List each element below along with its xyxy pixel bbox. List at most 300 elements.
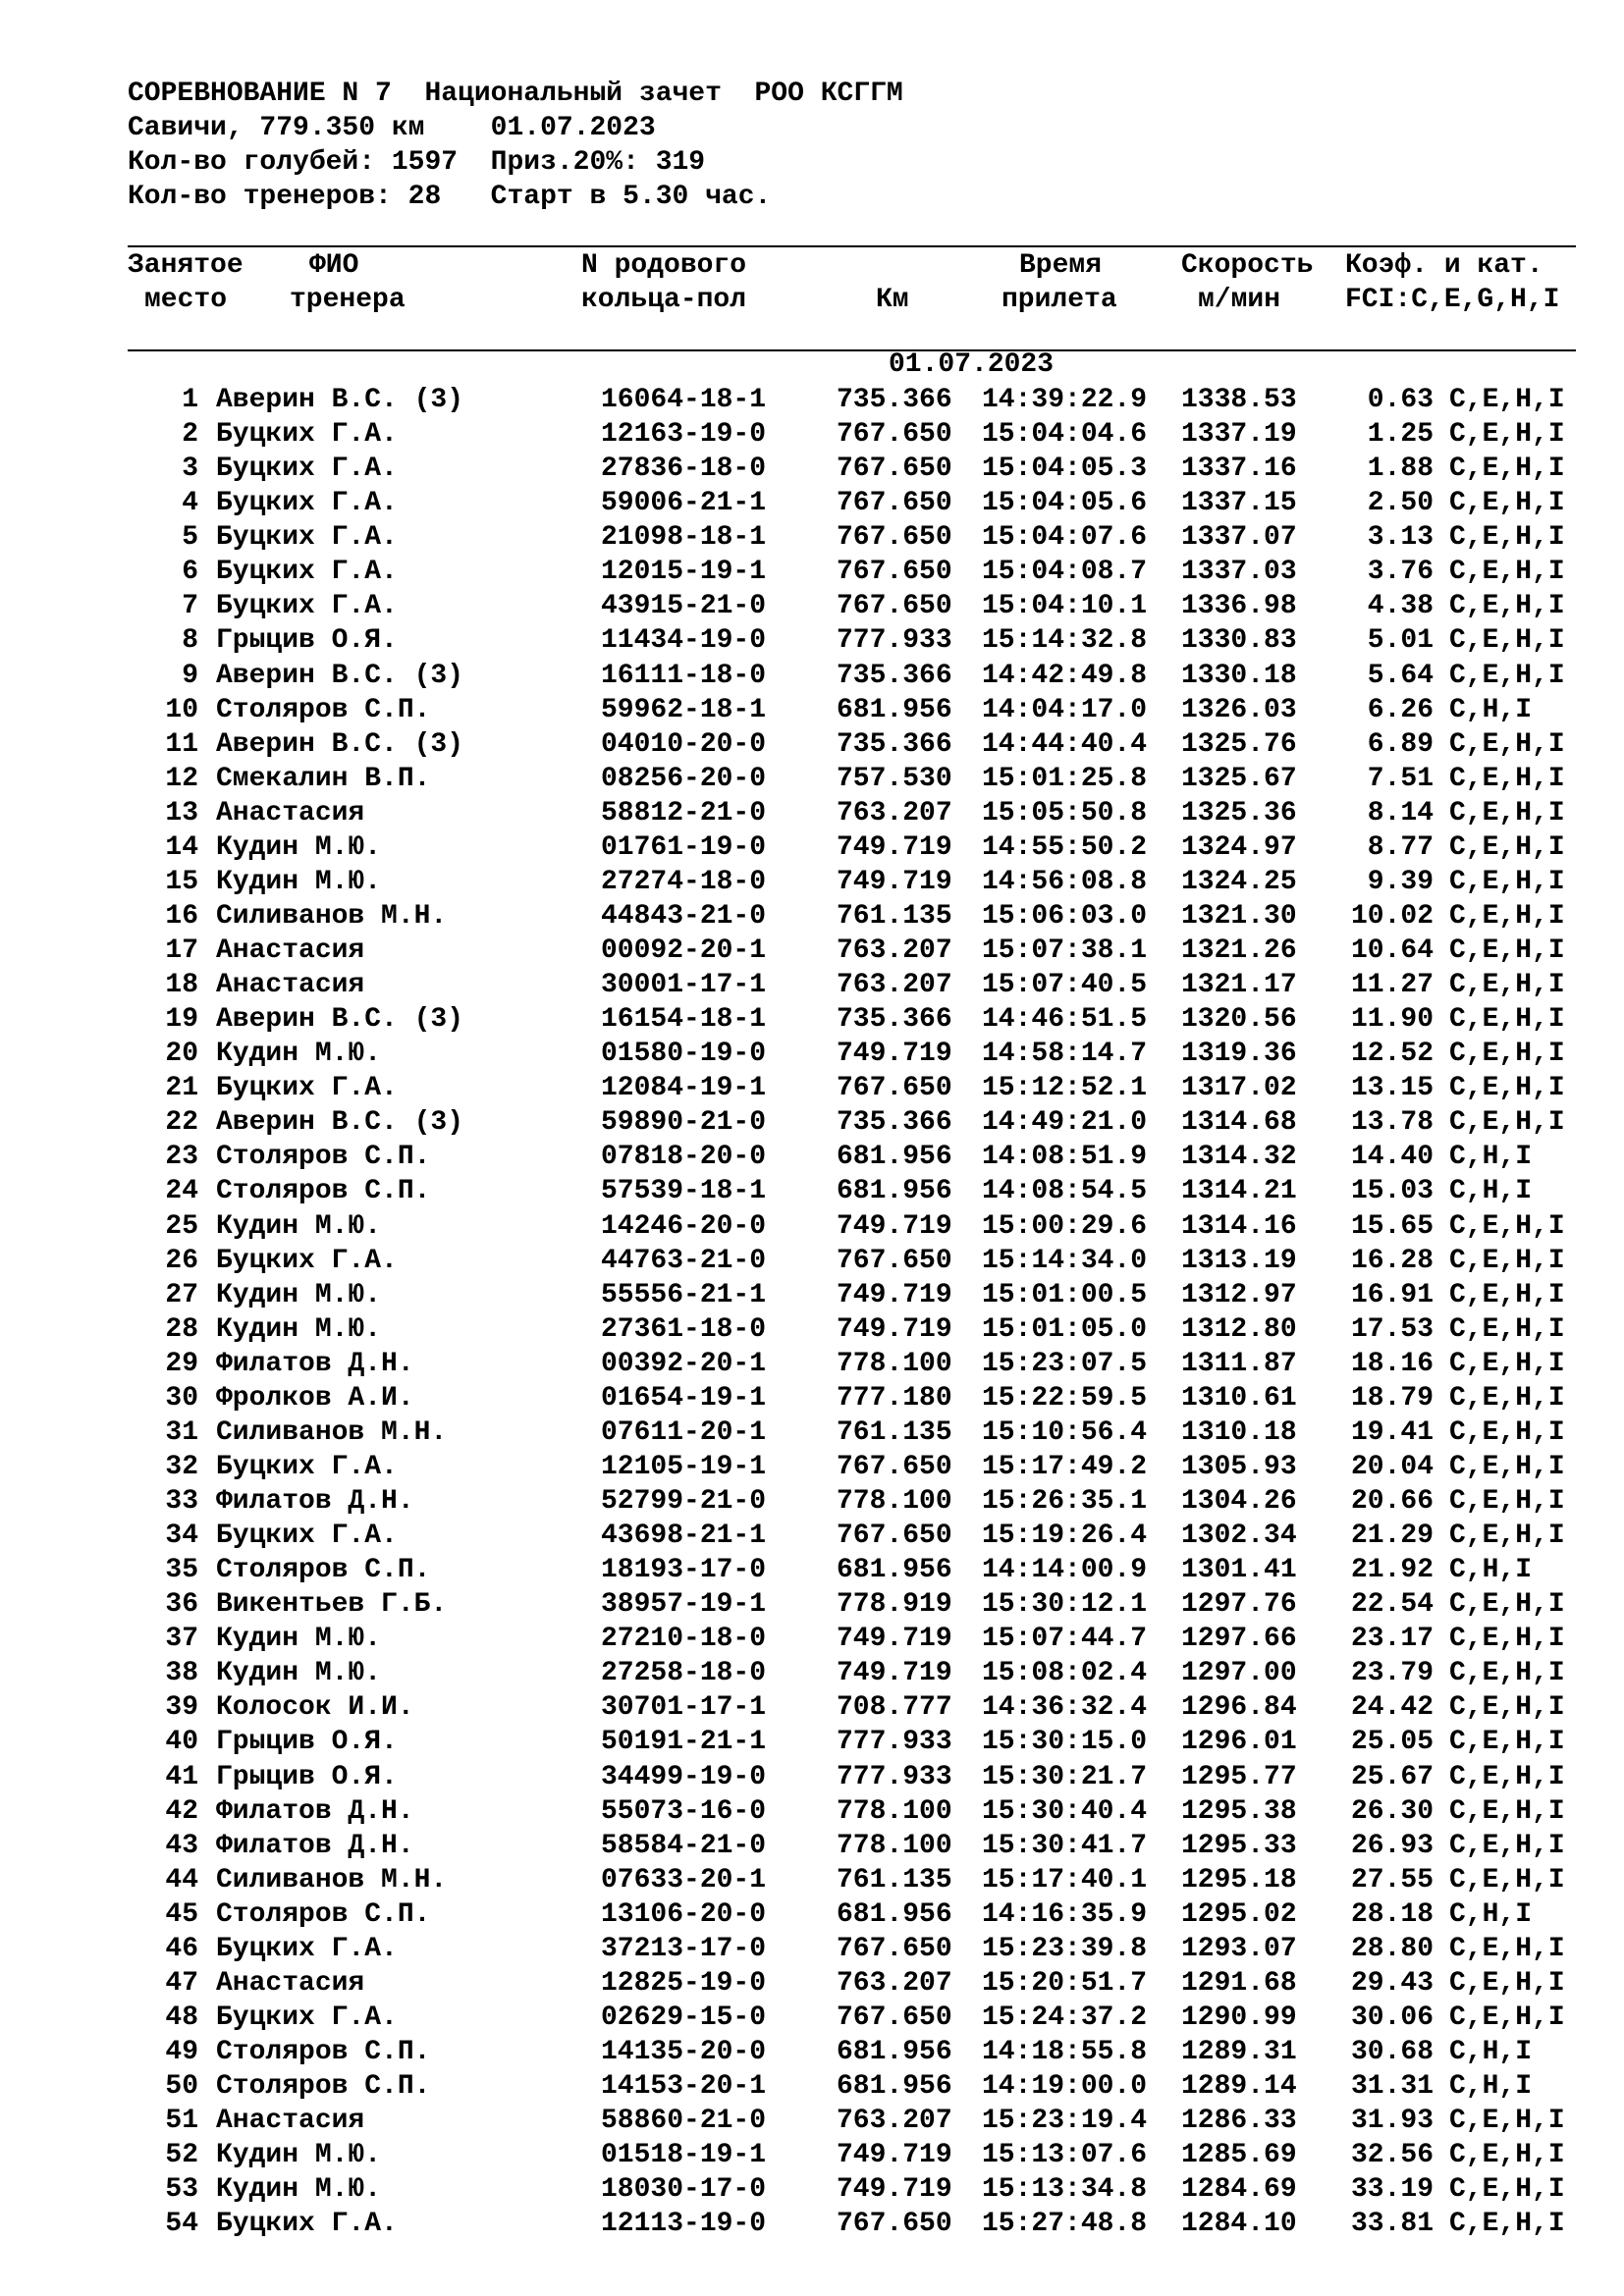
- cell-speed: 1314.68: [1181, 1107, 1297, 1139]
- cell-coef: 7.51: [1367, 763, 1434, 794]
- table-row: [0, 1656, 1624, 1690]
- cell-time: 15:26:35.1: [982, 1486, 1148, 1517]
- cell-km: 777.933: [837, 1727, 952, 1758]
- cell-ring: 44763-21-0: [601, 1245, 767, 1276]
- cell-name: Кудин М.Ю.: [216, 1624, 382, 1655]
- cell-place: 16: [165, 900, 198, 932]
- cell-km: 735.366: [837, 1107, 952, 1139]
- cell-cat: C,E,H,I: [1449, 2002, 1565, 2033]
- cell-ring: 59962-18-1: [601, 694, 767, 725]
- cell-cat: C,H,I: [1449, 1898, 1533, 1930]
- cell-coef: 32.56: [1350, 2140, 1434, 2171]
- cell-time: 15:04:04.6: [982, 419, 1148, 451]
- cell-km: 763.207: [837, 935, 952, 966]
- cell-km: 778.100: [837, 1830, 952, 1861]
- cell-km: 778.100: [837, 1486, 952, 1517]
- cell-coef: 16.28: [1350, 1245, 1434, 1276]
- cell-cat: C,E,H,I: [1449, 1073, 1565, 1104]
- cell-time: 15:22:59.5: [982, 1382, 1148, 1414]
- cell-cat: C,H,I: [1449, 1142, 1533, 1173]
- cell-name: Смекалин В.П.: [216, 763, 431, 794]
- cell-place: 30: [165, 1382, 198, 1414]
- cell-coef: 6.89: [1367, 728, 1434, 760]
- cell-time: 15:14:34.0: [982, 1245, 1148, 1276]
- table-row: [0, 1829, 1624, 1863]
- cell-place: 21: [165, 1073, 198, 1104]
- table-row: [0, 1037, 1624, 1071]
- cell-cat: C,E,H,I: [1449, 1967, 1565, 1999]
- cell-cat: C,E,H,I: [1449, 1279, 1565, 1310]
- table-row: [0, 899, 1624, 934]
- table-row: [0, 1932, 1624, 1966]
- cell-time: 15:23:07.5: [982, 1348, 1148, 1379]
- cell-speed: 1285.69: [1181, 2140, 1297, 2171]
- cell-coef: 25.05: [1350, 1727, 1434, 1758]
- cell-coef: 22.54: [1350, 1589, 1434, 1621]
- competition-title: СОРЕВНОВАНИЕ N 7 Национальный зачет РОО КСГГМ: [128, 79, 903, 109]
- cell-cat: C,E,H,I: [1449, 2140, 1565, 2171]
- cell-speed: 1317.02: [1181, 1073, 1297, 1104]
- table-row: [0, 1484, 1624, 1519]
- cell-ring: 12113-19-0: [601, 2209, 767, 2240]
- cell-km: 767.650: [837, 1933, 952, 1964]
- cell-speed: 1321.30: [1181, 900, 1297, 932]
- cell-cat: C,E,H,I: [1449, 522, 1565, 554]
- cell-ring: 55556-21-1: [601, 1279, 767, 1310]
- cell-place: 33: [165, 1486, 198, 1517]
- cell-km: 749.719: [837, 1039, 952, 1070]
- cell-coef: 31.31: [1350, 2071, 1434, 2103]
- cell-name: Кудин М.Ю.: [216, 2174, 382, 2206]
- table-row: [0, 1381, 1624, 1415]
- cell-cat: C,E,H,I: [1449, 591, 1565, 622]
- cell-name: Кудин М.Ю.: [216, 866, 382, 897]
- table-row: [0, 1415, 1624, 1450]
- cell-speed: 1311.87: [1181, 1348, 1297, 1379]
- cell-time: 15:07:38.1: [982, 935, 1148, 966]
- cell-ring: 00392-20-1: [601, 1348, 767, 1379]
- cell-name: Буцких Г.А.: [216, 1245, 398, 1276]
- cell-name: Филатов Д.Н.: [216, 1486, 414, 1517]
- cell-km: 767.650: [837, 454, 952, 485]
- cell-km: 681.956: [837, 1176, 952, 1207]
- cell-place: 20: [165, 1039, 198, 1070]
- cell-name: Филатов Д.Н.: [216, 1348, 414, 1379]
- cell-ring: 01761-19-0: [601, 831, 767, 863]
- cell-name: Буцких Г.А.: [216, 557, 398, 588]
- cell-ring: 27258-18-0: [601, 1658, 767, 1689]
- cell-cat: C,E,H,I: [1449, 1210, 1565, 1242]
- cell-coef: 15.03: [1350, 1176, 1434, 1207]
- cell-speed: 1324.97: [1181, 831, 1297, 863]
- cell-place: 9: [182, 660, 198, 691]
- cell-ring: 44843-21-0: [601, 900, 767, 932]
- col-coef-head-1: Коэф. и кат.: [1345, 250, 1543, 281]
- cell-place: 48: [165, 2002, 198, 2033]
- table-row: [0, 452, 1624, 486]
- table-row: [0, 934, 1624, 968]
- cell-name: Анастасия: [216, 935, 365, 966]
- cell-coef: 10.64: [1350, 935, 1434, 966]
- cell-km: 767.650: [837, 591, 952, 622]
- cell-place: 24: [165, 1176, 198, 1207]
- cell-name: Буцких Г.А.: [216, 1073, 398, 1104]
- table-row: [0, 1140, 1624, 1174]
- cell-coef: 1.88: [1367, 454, 1434, 485]
- cell-place: 18: [165, 970, 198, 1001]
- cell-cat: C,E,H,I: [1449, 454, 1565, 485]
- table-row: [0, 555, 1624, 589]
- cell-name: Столяров С.П.: [216, 1142, 431, 1173]
- cell-cat: C,E,H,I: [1449, 2174, 1565, 2206]
- cell-ring: 38957-19-1: [601, 1589, 767, 1621]
- cell-speed: 1321.17: [1181, 970, 1297, 1001]
- cell-speed: 1305.93: [1181, 1451, 1297, 1482]
- cell-name: Силиванов М.Н.: [216, 900, 448, 932]
- col-ring-head-2: кольца-пол: [581, 285, 747, 315]
- cell-name: Аверин В.С. (3): [216, 385, 464, 415]
- cell-time: 15:07:40.5: [982, 970, 1148, 1001]
- cell-ring: 11434-19-0: [601, 625, 767, 657]
- cell-coef: 20.04: [1350, 1451, 1434, 1482]
- table-row: [0, 1863, 1624, 1897]
- cell-coef: 5.64: [1367, 660, 1434, 691]
- cell-name: Кудин М.Ю.: [216, 1279, 382, 1310]
- table-row: [0, 383, 1624, 417]
- cell-place: 38: [165, 1658, 198, 1689]
- cell-time: 15:01:05.0: [982, 1313, 1148, 1345]
- cell-ring: 34499-19-0: [601, 1761, 767, 1792]
- cell-place: 15: [165, 866, 198, 897]
- cell-coef: 30.06: [1350, 2002, 1434, 2033]
- cell-name: Анастасия: [216, 1967, 365, 1999]
- cell-km: 735.366: [837, 385, 952, 415]
- cell-speed: 1312.80: [1181, 1313, 1297, 1345]
- cell-place: 52: [165, 2140, 198, 2171]
- cell-name: Филатов Д.Н.: [216, 1795, 414, 1827]
- cell-km: 777.933: [837, 625, 952, 657]
- cell-ring: 12825-19-0: [601, 1967, 767, 1999]
- cell-coef: 12.52: [1350, 1039, 1434, 1070]
- cell-ring: 18193-17-0: [601, 1555, 767, 1586]
- table-row: [0, 693, 1624, 727]
- cell-km: 763.207: [837, 1967, 952, 1999]
- cell-place: 35: [165, 1555, 198, 1586]
- table-row: [0, 1209, 1624, 1244]
- cell-cat: C,E,H,I: [1449, 1004, 1565, 1036]
- cell-place: 6: [182, 557, 198, 588]
- cell-place: 23: [165, 1142, 198, 1173]
- cell-coef: 1.25: [1367, 419, 1434, 451]
- cell-speed: 1304.26: [1181, 1486, 1297, 1517]
- cell-name: Буцких Г.А.: [216, 454, 398, 485]
- table-row: [0, 1622, 1624, 1656]
- cell-place: 42: [165, 1795, 198, 1827]
- cell-time: 15:30:15.0: [982, 1727, 1148, 1758]
- cell-time: 15:05:50.8: [982, 797, 1148, 828]
- cell-km: 749.719: [837, 2140, 952, 2171]
- results-table: [0, 383, 1624, 2241]
- cell-place: 40: [165, 1727, 198, 1758]
- table-row: [0, 968, 1624, 1002]
- cell-km: 681.956: [837, 2071, 952, 2103]
- cell-coef: 33.19: [1350, 2174, 1434, 2206]
- cell-cat: C,E,H,I: [1449, 1795, 1565, 1827]
- table-row: [0, 796, 1624, 830]
- cell-name: Буцких Г.А.: [216, 1451, 398, 1482]
- cell-time: 14:42:49.8: [982, 660, 1148, 691]
- cell-time: 14:55:50.2: [982, 831, 1148, 863]
- table-row: [0, 762, 1624, 796]
- cell-cat: C,H,I: [1449, 1555, 1533, 1586]
- cell-ring: 52799-21-0: [601, 1486, 767, 1517]
- cell-ring: 00092-20-1: [601, 935, 767, 966]
- cell-time: 15:01:25.8: [982, 763, 1148, 794]
- table-row: [0, 1760, 1624, 1794]
- cell-cat: C,E,H,I: [1449, 1692, 1565, 1724]
- cell-time: 14:49:21.0: [982, 1107, 1148, 1139]
- cell-speed: 1297.00: [1181, 1658, 1297, 1689]
- cell-ring: 12015-19-1: [601, 557, 767, 588]
- cell-speed: 1313.19: [1181, 1245, 1297, 1276]
- cell-km: 767.650: [837, 1073, 952, 1104]
- cell-ring: 58812-21-0: [601, 797, 767, 828]
- cell-coef: 21.29: [1350, 1521, 1434, 1552]
- cell-cat: C,H,I: [1449, 694, 1533, 725]
- cell-km: 777.933: [837, 1761, 952, 1792]
- cell-name: Столяров С.П.: [216, 1555, 431, 1586]
- cell-time: 15:23:19.4: [982, 2106, 1148, 2137]
- cell-speed: 1326.03: [1181, 694, 1297, 725]
- cell-speed: 1325.67: [1181, 763, 1297, 794]
- table-row: [0, 623, 1624, 658]
- cell-cat: C,H,I: [1449, 1176, 1533, 1207]
- table-row: [0, 1897, 1624, 1932]
- cell-km: 761.135: [837, 1416, 952, 1448]
- pigeon-count: Кол-во голубей: 1597 Приз.20%: 319: [128, 147, 706, 178]
- table-row: [0, 1725, 1624, 1759]
- cell-coef: 29.43: [1350, 1967, 1434, 1999]
- table-row: [0, 1278, 1624, 1312]
- cell-ring: 21098-18-1: [601, 522, 767, 554]
- cell-ring: 14153-20-1: [601, 2071, 767, 2103]
- cell-place: 19: [165, 1004, 198, 1036]
- cell-ring: 57539-18-1: [601, 1176, 767, 1207]
- cell-speed: 1297.66: [1181, 1624, 1297, 1655]
- table-row: [0, 1794, 1624, 1829]
- cell-km: 763.207: [837, 970, 952, 1001]
- cell-name: Буцких Г.А.: [216, 522, 398, 554]
- cell-time: 15:07:44.7: [982, 1624, 1148, 1655]
- cell-coef: 8.77: [1367, 831, 1434, 863]
- cell-km: 749.719: [837, 2174, 952, 2206]
- cell-time: 15:30:12.1: [982, 1589, 1148, 1621]
- cell-speed: 1325.36: [1181, 797, 1297, 828]
- cell-cat: C,E,H,I: [1449, 797, 1565, 828]
- cell-speed: 1337.07: [1181, 522, 1297, 554]
- cell-time: 15:19:26.4: [982, 1521, 1148, 1552]
- cell-name: Кудин М.Ю.: [216, 1210, 382, 1242]
- cell-ring: 02629-15-0: [601, 2002, 767, 2033]
- cell-coef: 31.93: [1350, 2106, 1434, 2137]
- cell-speed: 1295.77: [1181, 1761, 1297, 1792]
- table-row: [0, 2207, 1624, 2241]
- cell-ring: 27361-18-0: [601, 1313, 767, 1345]
- cell-cat: C,E,H,I: [1449, 1313, 1565, 1345]
- cell-place: 43: [165, 1830, 198, 1861]
- cell-time: 14:46:51.5: [982, 1004, 1148, 1036]
- cell-ring: 58584-21-0: [601, 1830, 767, 1861]
- location-date: Савичи, 779.350 км 01.07.2023: [128, 113, 656, 143]
- cell-cat: C,E,H,I: [1449, 935, 1565, 966]
- cell-time: 15:30:40.4: [982, 1795, 1148, 1827]
- cell-time: 15:24:37.2: [982, 2002, 1148, 2033]
- cell-place: 46: [165, 1933, 198, 1964]
- cell-cat: C,E,H,I: [1449, 625, 1565, 657]
- col-ring-head-1: N родового: [581, 250, 747, 281]
- cell-ring: 37213-17-0: [601, 1933, 767, 1964]
- cell-cat: C,E,H,I: [1449, 1658, 1565, 1689]
- table-row: [0, 520, 1624, 555]
- cell-km: 767.650: [837, 419, 952, 451]
- cell-speed: 1302.34: [1181, 1521, 1297, 1552]
- cell-speed: 1338.53: [1181, 385, 1297, 415]
- cell-place: 47: [165, 1967, 198, 1999]
- cell-time: 14:19:00.0: [982, 2071, 1148, 2103]
- cell-name: Столяров С.П.: [216, 1176, 431, 1207]
- cell-coef: 15.65: [1350, 1210, 1434, 1242]
- cell-time: 15:13:34.8: [982, 2174, 1148, 2206]
- cell-coef: 30.68: [1350, 2037, 1434, 2067]
- cell-ring: 30001-17-1: [601, 970, 767, 1001]
- cell-cat: C,E,H,I: [1449, 1451, 1565, 1482]
- cell-km: 749.719: [837, 1658, 952, 1689]
- cell-place: 10: [165, 694, 198, 725]
- cell-km: 749.719: [837, 1210, 952, 1242]
- cell-time: 15:14:32.8: [982, 625, 1148, 657]
- cell-name: Фролков А.И.: [216, 1382, 414, 1414]
- cell-name: Филатов Д.Н.: [216, 1830, 414, 1861]
- cell-speed: 1314.16: [1181, 1210, 1297, 1242]
- col-time-head-2: прилета: [1001, 285, 1117, 315]
- cell-speed: 1290.99: [1181, 2002, 1297, 2033]
- cell-km: 735.366: [837, 1004, 952, 1036]
- cell-coef: 23.17: [1350, 1624, 1434, 1655]
- cell-speed: 1310.61: [1181, 1382, 1297, 1414]
- cell-coef: 8.14: [1367, 797, 1434, 828]
- cell-time: 15:08:02.4: [982, 1658, 1148, 1689]
- cell-ring: 16111-18-0: [601, 660, 767, 691]
- cell-ring: 08256-20-0: [601, 763, 767, 794]
- cell-place: 53: [165, 2174, 198, 2206]
- cell-place: 5: [182, 522, 198, 554]
- cell-coef: 26.93: [1350, 1830, 1434, 1861]
- cell-place: 13: [165, 797, 198, 828]
- cell-km: 749.719: [837, 1313, 952, 1345]
- table-row: [0, 589, 1624, 623]
- cell-speed: 1337.19: [1181, 419, 1297, 451]
- cell-time: 14:08:51.9: [982, 1142, 1148, 1173]
- cell-km: 763.207: [837, 2106, 952, 2137]
- cell-ring: 07611-20-1: [601, 1416, 767, 1448]
- cell-km: 681.956: [837, 2037, 952, 2067]
- cell-km: 735.366: [837, 660, 952, 691]
- cell-coef: 11.90: [1350, 1004, 1434, 1036]
- table-row: [0, 727, 1624, 762]
- cell-coef: 2.50: [1367, 488, 1434, 519]
- cell-km: 761.135: [837, 900, 952, 932]
- cell-place: 29: [165, 1348, 198, 1379]
- cell-coef: 5.01: [1367, 625, 1434, 657]
- cell-ring: 59890-21-0: [601, 1107, 767, 1139]
- cell-coef: 3.76: [1367, 557, 1434, 588]
- cell-ring: 12163-19-0: [601, 419, 767, 451]
- cell-km: 761.135: [837, 1864, 952, 1896]
- cell-name: Буцких Г.А.: [216, 1933, 398, 1964]
- cell-speed: 1293.07: [1181, 1933, 1297, 1964]
- table-row: [0, 659, 1624, 693]
- table-row: [0, 2138, 1624, 2172]
- col-time-head-1: Время: [1019, 250, 1103, 281]
- cell-time: 15:01:00.5: [982, 1279, 1148, 1310]
- cell-ring: 55073-16-0: [601, 1795, 767, 1827]
- cell-coef: 13.78: [1350, 1107, 1434, 1139]
- cell-place: 1: [182, 385, 198, 415]
- cell-place: 12: [165, 763, 198, 794]
- col-name-head-2: тренера: [290, 285, 406, 315]
- cell-time: 14:39:22.9: [982, 385, 1148, 415]
- cell-place: 50: [165, 2071, 198, 2103]
- cell-km: 749.719: [837, 831, 952, 863]
- cell-ring: 16064-18-1: [601, 385, 767, 415]
- cell-place: 28: [165, 1313, 198, 1345]
- cell-place: 2: [182, 419, 198, 451]
- cell-speed: 1301.41: [1181, 1555, 1297, 1586]
- cell-place: 11: [165, 728, 198, 760]
- cell-km: 777.180: [837, 1382, 952, 1414]
- cell-time: 15:27:48.8: [982, 2209, 1148, 2240]
- cell-name: Анастасия: [216, 970, 365, 1001]
- cell-coef: 9.39: [1367, 866, 1434, 897]
- cell-ring: 14246-20-0: [601, 1210, 767, 1242]
- cell-place: 25: [165, 1210, 198, 1242]
- cell-name: Буцких Г.А.: [216, 2002, 398, 2033]
- cell-place: 51: [165, 2106, 198, 2137]
- cell-speed: 1324.25: [1181, 866, 1297, 897]
- cell-ring: 13106-20-0: [601, 1898, 767, 1930]
- cell-coef: 26.30: [1350, 1795, 1434, 1827]
- cell-cat: C,E,H,I: [1449, 557, 1565, 588]
- cell-coef: 16.91: [1350, 1279, 1434, 1310]
- cell-ring: 27836-18-0: [601, 454, 767, 485]
- col-speed-head-2: м/мин: [1198, 285, 1281, 315]
- cell-coef: 20.66: [1350, 1486, 1434, 1517]
- cell-name: Кудин М.Ю.: [216, 1313, 382, 1345]
- cell-place: 4: [182, 488, 198, 519]
- col-speed-head-1: Скорость: [1181, 250, 1314, 281]
- table-row: [0, 417, 1624, 452]
- table-row: [0, 1587, 1624, 1622]
- cell-cat: C,E,H,I: [1449, 1761, 1565, 1792]
- table-row: [0, 1071, 1624, 1105]
- cell-place: 14: [165, 831, 198, 863]
- cell-place: 36: [165, 1589, 198, 1621]
- table-row: [0, 1174, 1624, 1208]
- cell-km: 749.719: [837, 1279, 952, 1310]
- cell-name: Столяров С.П.: [216, 1898, 431, 1930]
- table-row: [0, 1966, 1624, 2001]
- cell-name: Кудин М.Ю.: [216, 1658, 382, 1689]
